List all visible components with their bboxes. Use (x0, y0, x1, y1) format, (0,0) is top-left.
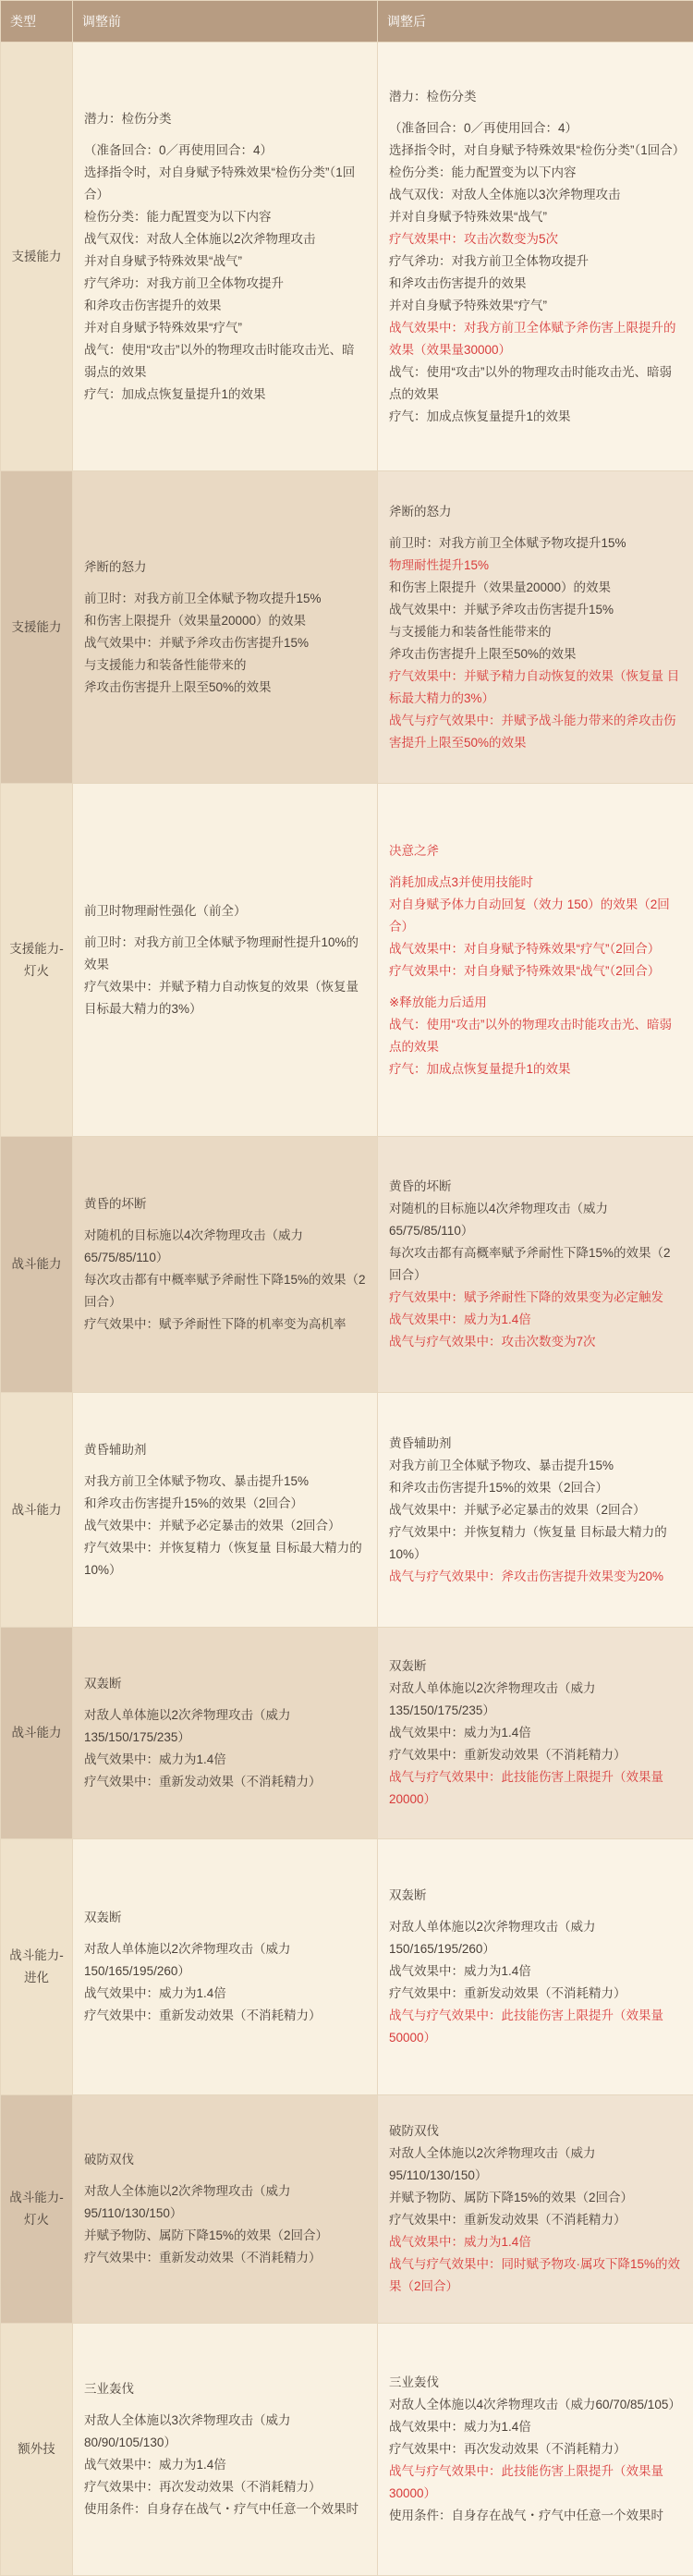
table-row (1, 1393, 693, 1628)
description-line: 使用条件：自身存在战气・疗气中任意一个效果时 (389, 2505, 682, 2527)
description-line: 战气双伐：对敌人全体施以2次斧物理攻击 (84, 228, 366, 250)
description-line: （准备回合：0／再使用回合：4） (84, 140, 366, 162)
description-line: 疗气效果中：重新发动效果（不消耗精力） (389, 2209, 682, 2231)
description-line: 战气效果中：威力为1.4倍 (389, 2416, 682, 2438)
changed-line: 战气效果中：威力为1.4倍 (389, 2231, 682, 2253)
table-row (1, 784, 693, 1137)
description-line: 疗气效果中：重新发动效果（不消耗精力） (389, 1983, 682, 2005)
changed-line: 物理耐性提升15% (389, 555, 682, 577)
changed-line: 疗气效果中：攻击次数变为5次 (389, 228, 682, 250)
header-before: 调整前 (73, 1, 378, 43)
table-header-row (1, 1, 693, 43)
description-line: 黄昏辅助剂 (84, 1439, 366, 1461)
after-description-cell (378, 1839, 693, 2095)
description-line: 疗气效果中：并恢复精力（恢复量 目标最大精力的10%） (389, 1521, 682, 1566)
changed-line: 战气与疗气效果中：并赋予战斗能力带来的斧攻击伤害提升上限至50%的效果 (389, 710, 682, 754)
changed-line: 战气与疗气效果中：同时赋予物攻·属攻下降15%的效果（2回合） (389, 2253, 682, 2298)
description-line: 疗气效果中：重新发动效果（不消耗精力） (84, 1771, 366, 1793)
description-line: 破防双伐 (389, 2120, 682, 2143)
description-line: 战气：使用“攻击”以外的物理攻击时能攻击光、暗弱点的效果 (84, 339, 366, 384)
description-line: 对随机的目标施以4次斧物理攻击（威力65/75/85/110） (389, 1198, 682, 1242)
table-row (1, 2095, 693, 2324)
table-row (1, 43, 693, 471)
line-gap (84, 579, 366, 588)
description-line: 潜力：检伤分类 (389, 86, 682, 108)
after-description-cell (378, 2095, 693, 2324)
line-gap (389, 523, 682, 532)
description-line: 对敌人全体施以3次斧物理攻击（威力80/90/105/130） (84, 2410, 366, 2454)
ability-type-cell: 战斗能力 (1, 1137, 73, 1393)
after-description-cell (378, 43, 693, 471)
description-line: 和伤害上限提升（效果量20000）的效果 (389, 577, 682, 599)
description-line: 并赋予物防、属防下降15%的效果（2回合） (389, 2187, 682, 2209)
description-line: 和斧攻击伤害提升的效果 (84, 295, 366, 317)
after-description-cell (378, 471, 693, 784)
ability-type-cell: 战斗能力 (1, 1628, 73, 1839)
description-line: 前卫时物理耐性强化（前全） (84, 900, 366, 922)
ability-type-cell: 支援能力 (1, 43, 73, 471)
table-row (1, 2324, 693, 2576)
description-line: 疗气效果中：再次发动效果（不消耗精力） (389, 2438, 682, 2460)
table-row (1, 1839, 693, 2095)
before-description-cell (73, 1393, 378, 1628)
changed-line: ※释放能力后适用 (389, 992, 682, 1014)
description-line: 并对自身赋予特殊效果“战气” (389, 206, 682, 228)
description-line: 战气效果中：并赋予必定暴击的效果（2回合） (389, 1499, 682, 1521)
line-gap (84, 1929, 366, 1938)
description-line: 对敌人全体施以2次斧物理攻击（威力95/110/130/150） (84, 2180, 366, 2225)
changed-line: 战气效果中：对我方前卫全体赋予斧伤害上限提升的效果（效果量30000） (389, 317, 682, 361)
description-line: 三业轰伐 (84, 2378, 366, 2400)
before-description-cell (73, 43, 378, 471)
header-after: 调整后 (378, 1, 693, 43)
description-line: 战气效果中：威力为1.4倍 (389, 1960, 682, 1983)
before-description-cell (73, 2324, 378, 2576)
changed-line: 对自身赋予体力自动回复（效力 150）的效果（2回合） (389, 894, 682, 938)
after-description-cell (378, 1628, 693, 1839)
description-line: 疗气效果中：重新发动效果（不消耗精力） (389, 1744, 682, 1766)
description-line: 并对自身赋予特殊效果“疗气” (389, 295, 682, 317)
description-line: 战气效果中：并赋予斧攻击伤害提升15% (84, 632, 366, 654)
description-line: 斧攻击伤害提升上限至50%的效果 (84, 677, 366, 699)
description-line: 选择指令时，对自身赋予特殊效果“检伤分类”（1回合） (84, 162, 366, 206)
description-line: 疗气：加成点恢复量提升1的效果 (84, 384, 366, 406)
changed-line: 战气：使用“攻击”以外的物理攻击时能攻击光、暗弱点的效果 (389, 1014, 682, 1058)
line-gap (84, 1215, 366, 1225)
line-gap (389, 1907, 682, 1916)
description-line: 黄昏的坏断 (84, 1193, 366, 1215)
description-line: 和斧攻击伤害提升的效果 (389, 273, 682, 295)
description-line: 与支援能力和装备性能带来的 (389, 621, 682, 643)
description-line: 对敌人单体施以2次斧物理攻击（威力135/150/175/235） (389, 1678, 682, 1722)
description-line: 对敌人全体施以2次斧物理攻击（威力95/110/130/150） (389, 2143, 682, 2187)
changed-line: 战气与疗气效果中：攻击次数变为7次 (389, 1331, 682, 1353)
changed-line: 战气与疗气效果中：斧攻击伤害提升效果变为20% (389, 1566, 682, 1588)
description-line: 前卫时：对我方前卫全体赋予物攻提升15% (84, 588, 366, 610)
changed-line: 战气效果中：对自身赋予特殊效果“疗气”（2回合） (389, 938, 682, 960)
description-line: 和斧攻击伤害提升15%的效果（2回合） (389, 1477, 682, 1499)
ability-type-cell: 战斗能力-进化 (1, 1839, 73, 2095)
after-description-cell (378, 2324, 693, 2576)
description-line: 疗气斧功：对我方前卫全体物攻提升 (389, 250, 682, 273)
description-line: 对随机的目标施以4次斧物理攻击（威力65/75/85/110） (84, 1225, 366, 1269)
before-description-cell (73, 1628, 378, 1839)
ability-type-cell: 支援能力 (1, 471, 73, 784)
changed-line: 战气与疗气效果中：此技能伤害上限提升（效果量50000） (389, 2005, 682, 2049)
description-line: 战气：使用“攻击”以外的物理攻击时能攻击光、暗弱点的效果 (389, 361, 682, 406)
description-line: 战气效果中：威力为1.4倍 (389, 1722, 682, 1744)
description-line: 黄昏辅助剂 (389, 1433, 682, 1455)
ability-type-cell: 战斗能力 (1, 1393, 73, 1628)
line-gap (84, 2400, 366, 2410)
description-line: 战气效果中：并赋予斧攻击伤害提升15% (389, 599, 682, 621)
description-line: 前卫时：对我方前卫全体赋予物攻提升15% (389, 532, 682, 555)
description-line: 三业轰伐 (389, 2372, 682, 2394)
line-gap (389, 108, 682, 117)
description-line: 每次攻击都有高概率赋予斧耐性下降15%的效果（2回合） (389, 1242, 682, 1287)
before-description-cell (73, 784, 378, 1137)
description-line: 和斧攻击伤害提升15%的效果（2回合） (84, 1493, 366, 1515)
before-description-cell (73, 1839, 378, 2095)
description-line: 疗气效果中：重新发动效果（不消耗精力） (84, 2247, 366, 2269)
description-line: 并对自身赋予特殊效果“疗气” (84, 317, 366, 339)
description-line: 和伤害上限提升（效果量20000）的效果 (84, 610, 366, 632)
description-line: 对我方前卫全体赋予物攻、暴击提升15% (84, 1471, 366, 1493)
description-line: 疗气效果中：重新发动效果（不消耗精力） (84, 2005, 366, 2027)
description-line: 斧断的怒力 (389, 501, 682, 523)
description-line: 前卫时：对我方前卫全体赋予物理耐性提升10%的效果 (84, 932, 366, 976)
line-gap (84, 922, 366, 932)
header-type: 类型 (1, 1, 73, 43)
description-line: 疗气效果中：赋予斧耐性下降的机率变为高机率 (84, 1313, 366, 1336)
description-line: 潜力：检伤分类 (84, 108, 366, 130)
table-row (1, 1628, 693, 1839)
description-line: 战气效果中：并赋予必定暴击的效果（2回合） (84, 1515, 366, 1537)
description-line: 并对自身赋予特殊效果“战气” (84, 250, 366, 273)
changed-line: 疗气效果中：对自身赋予特殊效果“战气”（2回合） (389, 960, 682, 983)
table-body (1, 43, 693, 2576)
description-line: 对敌人单体施以2次斧物理攻击（威力150/165/195/260） (84, 1938, 366, 1983)
description-line: 双轰断 (389, 1885, 682, 1907)
after-description-cell (378, 1393, 693, 1628)
changed-line: 战气与疗气效果中：此技能伤害上限提升（效果量30000） (389, 2460, 682, 2505)
description-line: 对我方前卫全体赋予物攻、暴击提升15% (389, 1455, 682, 1477)
description-line: 疗气效果中：并赋予精力自动恢复的效果（恢复量 目标最大精力的3%） (84, 976, 366, 1020)
before-description-cell (73, 1137, 378, 1393)
line-gap (389, 862, 682, 872)
description-line: 检伤分类：能力配置变为以下内容 (84, 206, 366, 228)
ability-type-cell: 额外技 (1, 2324, 73, 2576)
description-line: 斧断的怒力 (84, 556, 366, 579)
description-line: 双轰断 (84, 1907, 366, 1929)
description-line: 对敌人单体施以2次斧物理攻击（威力135/150/175/235） (84, 1704, 366, 1749)
description-line: 选择指令时，对自身赋予特殊效果“检伤分类”（1回合） (389, 140, 682, 162)
description-line: 对敌人单体施以2次斧物理攻击（威力150/165/195/260） (389, 1916, 682, 1960)
line-gap (84, 130, 366, 140)
line-gap (84, 1461, 366, 1471)
changed-line: 战气与疗气效果中：此技能伤害上限提升（效果量20000） (389, 1766, 682, 1811)
description-line: 黄昏的坏断 (389, 1176, 682, 1198)
changed-line: 战气效果中：威力为1.4倍 (389, 1309, 682, 1331)
description-line: 双轰断 (389, 1655, 682, 1678)
description-line: 疗气斧功：对我方前卫全体物攻提升 (84, 273, 366, 295)
after-description-cell (378, 784, 693, 1137)
description-line: 斧攻击伤害提升上限至50%的效果 (389, 643, 682, 665)
changed-line: 疗气效果中：赋予斧耐性下降的效果变为必定触发 (389, 1287, 682, 1309)
description-line: 破防双伐 (84, 2149, 366, 2171)
description-line: 双轰断 (84, 1673, 366, 1695)
before-description-cell (73, 2095, 378, 2324)
after-description-cell (378, 1137, 693, 1393)
changed-line: 疗气效果中：并赋予精力自动恢复的效果（恢复量 目标最大精力的3%） (389, 665, 682, 710)
description-line: 与支援能力和装备性能带来的 (84, 654, 366, 677)
description-line: （准备回合：0／再使用回合：4） (389, 117, 682, 140)
description-line: 战气效果中：威力为1.4倍 (84, 1749, 366, 1771)
description-line: 疗气效果中：并恢复精力（恢复量 目标最大精力的10%） (84, 1537, 366, 1581)
description-line: 战气效果中：威力为1.4倍 (84, 2454, 366, 2476)
ability-type-cell: 战斗能力-灯火 (1, 2095, 73, 2324)
description-line: 战气效果中：威力为1.4倍 (84, 1983, 366, 2005)
description-line: 每次攻击都有中概率赋予斧耐性下降15%的效果（2回合） (84, 1269, 366, 1313)
line-gap (84, 2171, 366, 2180)
changed-line: 决意之斧 (389, 840, 682, 862)
ability-type-cell: 支援能力-灯火 (1, 784, 73, 1137)
description-line: 疗气：加成点恢复量提升1的效果 (389, 406, 682, 428)
table-row (1, 471, 693, 784)
description-line: 对敌人全体施以4次斧物理攻击（威力60/70/85/105） (389, 2394, 682, 2416)
description-line: 并赋予物防、属防下降15%的效果（2回合） (84, 2225, 366, 2247)
description-line: 疗气效果中：再次发动效果（不消耗精力） (84, 2476, 366, 2498)
changed-line: 消耗加成点3并使用技能时 (389, 872, 682, 894)
before-description-cell (73, 471, 378, 784)
description-line: 使用条件：自身存在战气・疗气中任意一个效果时 (84, 2498, 366, 2521)
line-gap (84, 1695, 366, 1704)
changed-line: 疗气：加成点恢复量提升1的效果 (389, 1058, 682, 1080)
description-line: 战气双伐：对敌人全体施以3次斧物理攻击 (389, 184, 682, 206)
line-gap (389, 983, 682, 992)
table-row (1, 1137, 693, 1393)
description-line: 检伤分类：能力配置变为以下内容 (389, 162, 682, 184)
